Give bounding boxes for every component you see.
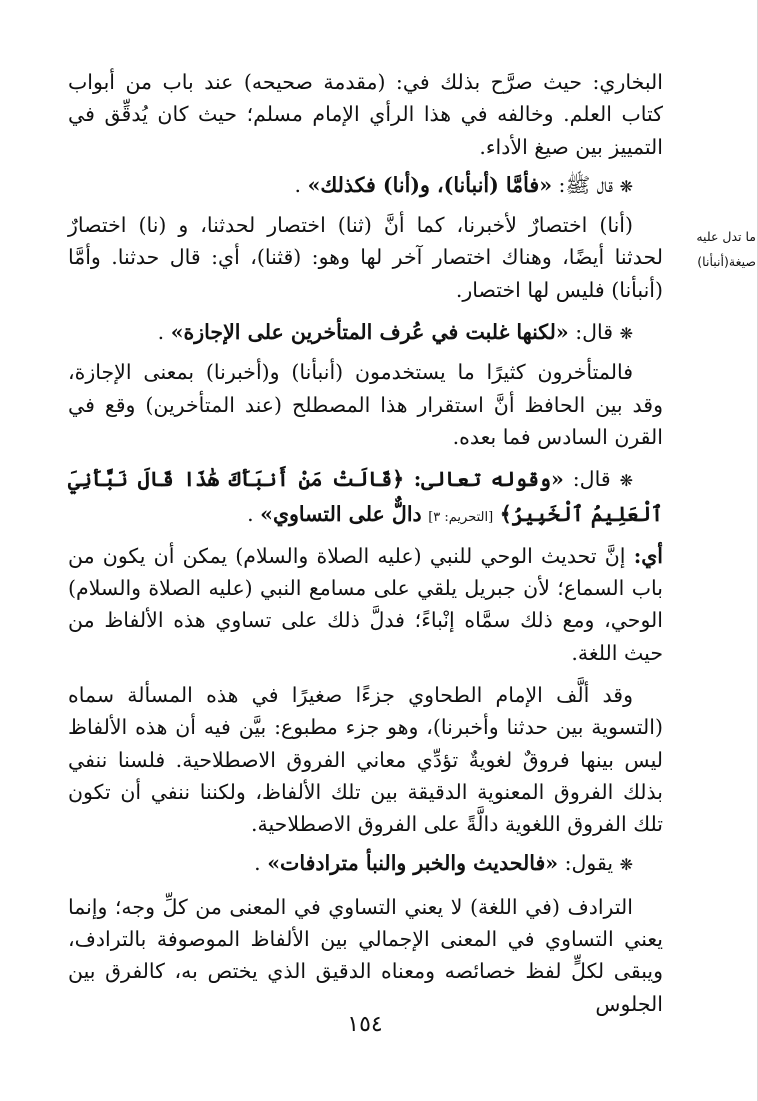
bullet-star-icon: ❋ xyxy=(619,471,633,491)
verse-reference: [التحريم: ٣] xyxy=(428,509,494,525)
quote-intro: قال: xyxy=(563,467,611,492)
quote-line xyxy=(68,316,663,350)
quote-intro: يقول: xyxy=(558,850,614,875)
quote-text: «فالحديث والخبر والنبأ مترادفات» xyxy=(267,850,559,875)
paragraph: فالمتأخرون كثيرًا ما يستخدمون (أنبأنا) و(أخبرنا) بمعنى الإجازة، وقد بين الحافظ أنَّ استقرار هذا المصطلح (عند المتأخرين) وقع في القرن السادس فما بعده. xyxy=(68,360,663,449)
quote-text: «وقوله تعالى: xyxy=(404,467,564,492)
quote-end: . xyxy=(294,172,302,197)
quote-text: «لكنها غلبت في عُرف المتأخرين على الإجازة» xyxy=(170,320,569,345)
margin-note-line: صيغة(أنبأنا) xyxy=(697,254,756,269)
quote-line xyxy=(68,847,663,881)
quote-text: دالٌّ على التساوي» xyxy=(260,501,422,526)
quote-line xyxy=(68,169,663,203)
page-number: ١٥٤ xyxy=(347,1012,383,1037)
quote-line xyxy=(68,463,663,534)
quote-end: . xyxy=(254,850,261,875)
margin-note-line: ما تدل عليه xyxy=(696,229,756,244)
paragraph: (أنا) اختصارٌ لأخبرنا، كما أنَّ (ثنا) اختصار لحدثنا، و (نا) اختصارٌ لحدثنا أيضًا، وهناك اختصار آخر لها وهو: (قثنا)، أي: قال حدثنا. وأمَّا (أنبأنا) فليس لها اختصار. xyxy=(68,213,663,302)
quran-verse: ﴿قَالَتْ مَنْ أَنبَأَكَ هَٰذَا قَالَ نَبَّأَنِيَ ٱلْعَلِيمُ ٱلْخَبِيرُ﴾ xyxy=(68,467,663,526)
quote-end: . xyxy=(247,501,254,526)
paragraph-text: إنَّ تحديث الوحي للنبي (عليه الصلاة والسلام) يمكن أن يكون من باب السماع؛ لأن جبريل يلقي على مسامع النبي (عليه الصلاة والسلام) الوحي، ومع ذلك سمَّاه إنْباءً؛ فدلَّ ذلك على تساوي هذه الألفاظ من حيث اللغة. xyxy=(68,543,663,665)
quote-text: «فأمَّا (أنبأنا)، و(أنا) فكذلك» xyxy=(307,172,553,197)
bullet-star-icon: ❋ xyxy=(619,324,633,344)
paragraph: البخاري: حيث صرَّح بذلك في: (مقدمة صحيحه) عند باب من أبواب كتاب العلم. وخالفه في هذا الرأي الإمام مسلم؛ حيث كان يُدقِّق في التمييز بين صيغ الأداء. xyxy=(68,70,663,159)
margin-note xyxy=(670,224,756,274)
paragraph xyxy=(68,540,663,669)
bullet-star-icon: ❋ xyxy=(619,854,633,874)
paragraph-label: أي: xyxy=(633,543,663,568)
quote-end: . xyxy=(157,320,165,345)
paragraph: الترادف (في اللغة) لا يعني التساوي في المعنى من كلِّ وجه؛ وإنما يعني التساوي في المعنى الإجمالي بين الألفاظ الموصوفة بالترادف، ويبقى لكلٍّ لفظ خصائصه ومعناه الدقيق الذي يختص به، كالفرق بين الجلوس xyxy=(68,894,663,1016)
paragraph: وقد ألَّف الإمام الطحاوي جزءًا صغيرًا في هذه المسألة سماه (التسوية بين حدثنا وأخبرنا)، وهو جزء مطبوع: بيَّن فيه أن هذه الألفاظ ليس بينها فروقٌ لغويةٌ تؤدِّي معاني الفروق الاصطلاحية. فلسنا ننفي بذلك الفروق المعنوية الدقيقة بين تلك الألفاظ، ولكننا ننفي أن تكون تلك الفروق اللغوية دالَّةً على الفروق الاصطلاحية. xyxy=(68,683,663,837)
quote-intro: قال ﷺ: xyxy=(552,172,614,197)
bullet-star-icon: ❋ xyxy=(619,176,633,196)
quote-intro: قال: xyxy=(568,320,614,345)
page-body xyxy=(68,66,663,1020)
